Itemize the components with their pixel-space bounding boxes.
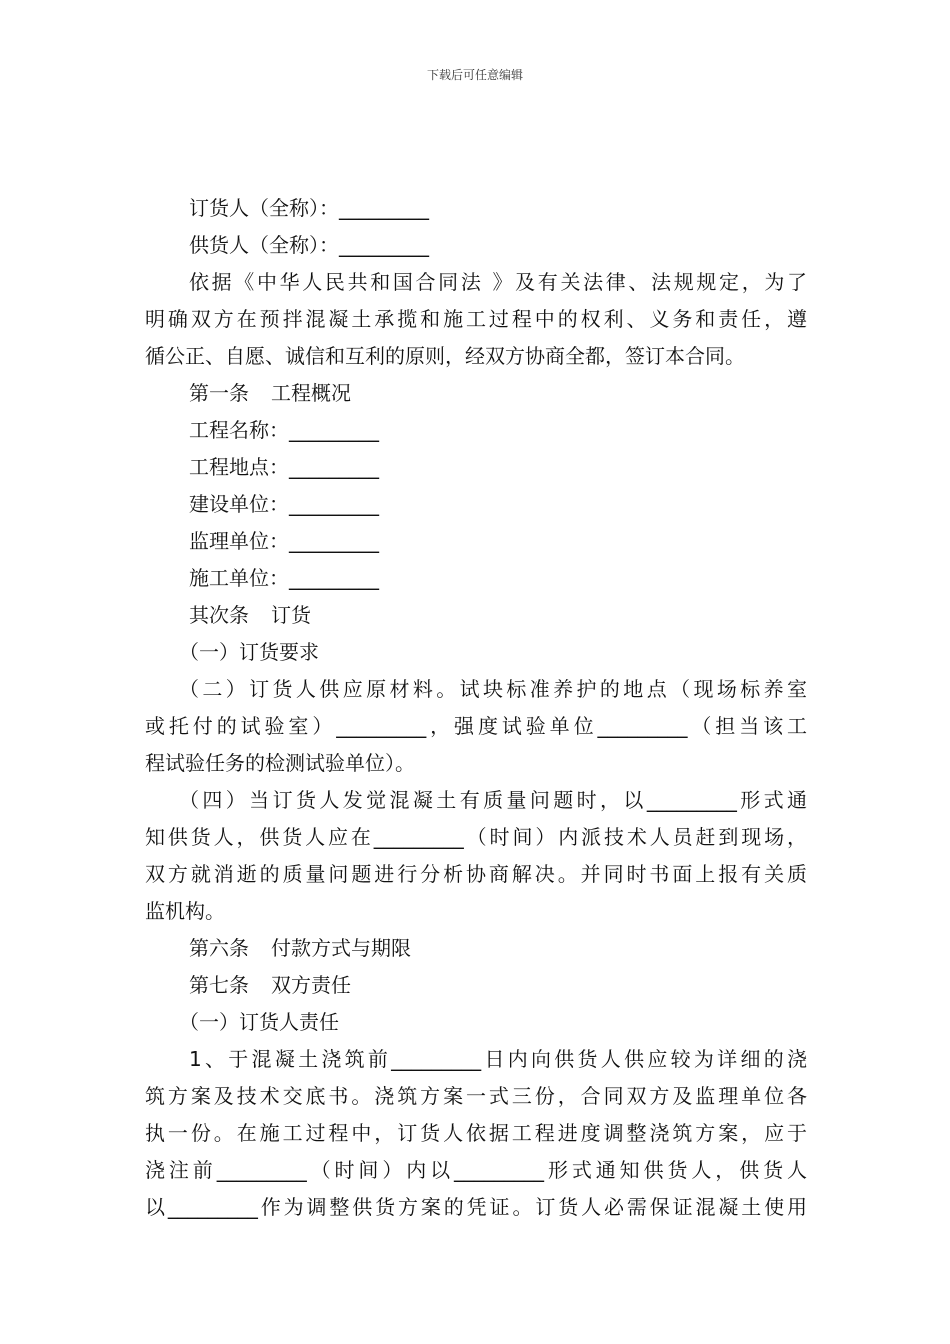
- clause-2-line-2: 或托付的试验室）_________，强度试验单位_________（担当该工: [145, 714, 807, 738]
- clause-4-line-1: （四）当订货人发觉混凝土有质量问题时，以_________形式通: [179, 788, 807, 812]
- article-6-heading: [145, 930, 807, 967]
- item-1-line-1: 1、于混凝土浇筑前_________日内向供货人供应较为详细的浇: [189, 1047, 807, 1071]
- item-1-line-2: 筑方案及技术交底书。浇筑方案一式三份，合同双方及监理单位各: [145, 1084, 807, 1108]
- construction-unit-line: 建设单位：_________: [189, 492, 379, 516]
- preamble-line-1: 依据《中华人民共和国合同法 》及有关法律、法规规定，为了: [189, 270, 807, 294]
- article-1-heading: [145, 375, 807, 412]
- project-name-line: 工程名称：_________: [189, 418, 379, 442]
- clause-4-line-2: 知供货人，供货人应在_________（时间）内派技术人员赶到现场，: [145, 825, 807, 849]
- contract-body: [145, 190, 807, 1226]
- buyer-name-line: 订货人（全称）：_________: [189, 196, 429, 220]
- clause-2-line-1: （二）订货人供应原材料。试块标准养护的地点（现场标养室: [179, 677, 807, 701]
- clause-2-line-3: 程试验任务的检测试验单位）。: [145, 751, 415, 775]
- article-2-heading: [145, 597, 807, 634]
- builder-unit-line: 施工单位：_________: [189, 566, 379, 590]
- clause-4-line-3: 双方就消逝的质量问题进行分析协商解决。并同时书面上报有关质: [145, 862, 807, 886]
- project-location-line: 工程地点：_________: [189, 455, 379, 479]
- article-1-number: 第一条: [189, 381, 249, 405]
- page-header: 下载后可任意编辑: [426, 68, 523, 82]
- supplier-name-line: 供货人（全称）：_________: [189, 233, 429, 257]
- article-7-title: 双方责任: [271, 973, 351, 997]
- article-7-heading: [145, 967, 807, 1004]
- item-1-line-5: 以_________作为调整供货方案的凭证。订货人必需保证混凝土使用: [145, 1195, 807, 1219]
- article-2-title: 订货: [271, 603, 311, 627]
- article-2-number: 其次条: [189, 603, 249, 627]
- article-7-number: 第七条: [189, 973, 249, 997]
- supervision-unit-line: 监理单位：_________: [189, 529, 379, 553]
- preamble-line-3: 循公正、自愿、诚信和互利的原则，经双方协商全都，签订本合同。: [145, 344, 745, 368]
- article-1-title: 工程概况: [271, 381, 351, 405]
- clause-4-line-4: 监机构。: [145, 899, 225, 923]
- item-1-line-4: 浇注前_________（时间）内以_________形式通知供货人，供货人: [145, 1158, 807, 1182]
- order-requirements-line: （一）订货要求: [179, 640, 319, 664]
- preamble-line-2: 明确双方在预拌混凝土承揽和施工过程中的权利、义务和责任，遵: [145, 307, 807, 331]
- buyer-responsibility-heading: （一）订货人责任: [179, 1010, 339, 1034]
- article-6-title: 付款方式与期限: [271, 936, 411, 960]
- article-6-number: 第六条: [189, 936, 249, 960]
- item-1-line-3: 执一份。在施工过程中，订货人依据工程进度调整浇筑方案，应于: [145, 1121, 807, 1145]
